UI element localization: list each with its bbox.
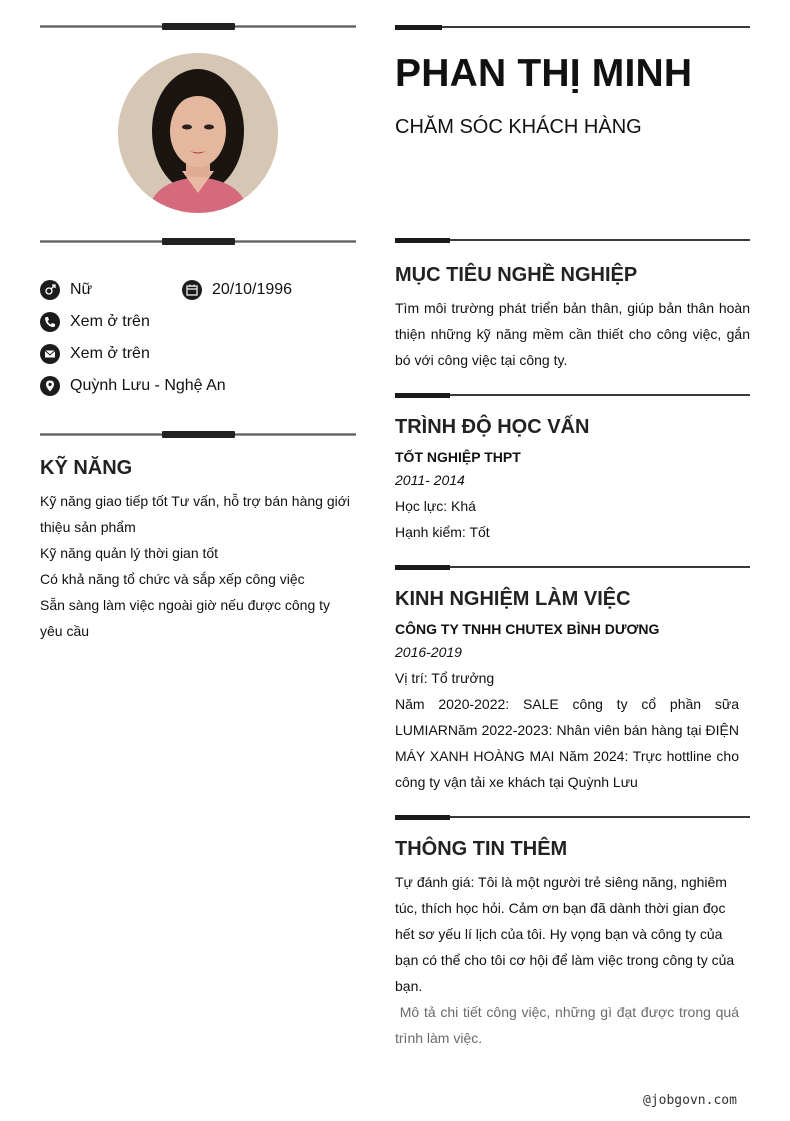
additional-heading: THÔNG TIN THÊM [395, 838, 568, 860]
job-title: CHĂM SÓC KHÁCH HÀNG [395, 116, 642, 138]
skill-item: Kỹ năng giao tiếp tốt Tư vấn, hỗ trợ bán hàng giới thiệu sản phẩm [40, 493, 351, 535]
calendar-icon [182, 280, 202, 300]
experience-position: Vị trí: Tổ trưởng [395, 670, 495, 686]
skill-item: Kỹ năng quản lý thời gian tốt [40, 545, 219, 561]
divider-top-left [40, 23, 356, 30]
info-gender [40, 279, 92, 301]
experience-company: CÔNG TY TNHH CHUTEX BÌNH DƯƠNG [395, 621, 660, 637]
gender-value: Nữ [70, 281, 93, 298]
divider-left-2 [40, 238, 356, 245]
additional-text: Tự đánh giá: Tôi là một người trẻ siêng năng, nghiêm túc, thích học hỏi. Cảm ơn bạn đã dành thời gian đọc hết sơ yếu lí lịch của tôi. Hy vọng bạn và công ty của bạn có thể cho tôi cơ hội để làm việc trong công ty của bạn. [395, 874, 735, 994]
education-conduct: Hạnh kiểm: Tốt [395, 524, 490, 540]
experience-period: 2016-2019 [395, 644, 462, 660]
divider-left-3 [40, 431, 356, 438]
divider-right-education [395, 393, 750, 398]
divider-right-experience [395, 565, 750, 570]
objective-heading: MỤC TIÊU NGHỀ NGHIỆP [395, 264, 638, 286]
divider-top-right [395, 25, 750, 30]
divider-right-objective [395, 238, 750, 243]
education-period: 2011- 2014 [395, 472, 465, 488]
skill-item: Sẵn sàng làm việc ngoài giờ nếu được công ty yêu cầu [40, 597, 331, 639]
avatar [118, 53, 278, 213]
email-icon [40, 344, 60, 364]
skills-list [40, 488, 356, 644]
address-value: Quỳnh Lưu - Nghệ An [70, 377, 226, 394]
experience-description: Năm 2020-2022: SALE công ty cổ phần sữa LUMIARNăm 2022-2023: Nhân viên bán hàng tại ĐIỆN MÁY XANH HOÀNG MAI Năm 2024: Trực hottline cho công ty vận tải xe khách tại Quỳnh Lưu [395, 696, 739, 790]
skill-item: Có khả năng tổ chức và sắp xếp công việc [40, 571, 305, 587]
phone-icon [40, 312, 60, 332]
footer-watermark: @jobgovn.com [643, 1093, 737, 1108]
divider-right-additional [395, 815, 750, 820]
additional-placeholder: Mô tả chi tiết công việc, những gì đạt được trong quá trình làm việc. [395, 1004, 743, 1046]
skills-heading: KỸ NĂNG [40, 457, 133, 479]
objective-text: Tìm môi trường phát triển bản thân, giúp bản thân hoàn thiện những kỹ năng mềm cần thiết cho công việc, gắn bó với công việc tại công ty. [395, 300, 750, 368]
info-phone [40, 311, 150, 333]
info-email [40, 343, 150, 365]
location-pin-icon [40, 376, 60, 396]
phone-value: Xem ở trên [70, 313, 150, 330]
education-school: TỐT NGHIỆP THPT [395, 449, 521, 465]
experience-heading: KINH NGHIỆM LÀM VIỆC [395, 588, 631, 610]
education-grade: Học lực: Khá [395, 498, 476, 514]
email-value: Xem ở trên [70, 345, 150, 362]
candidate-name: PHAN THỊ MINH [395, 52, 693, 95]
birthday-value: 20/10/1996 [212, 281, 293, 298]
education-heading: TRÌNH ĐỘ HỌC VẤN [395, 416, 590, 438]
info-address [40, 375, 226, 397]
info-birthday [182, 279, 292, 301]
gender-icon [40, 280, 60, 300]
